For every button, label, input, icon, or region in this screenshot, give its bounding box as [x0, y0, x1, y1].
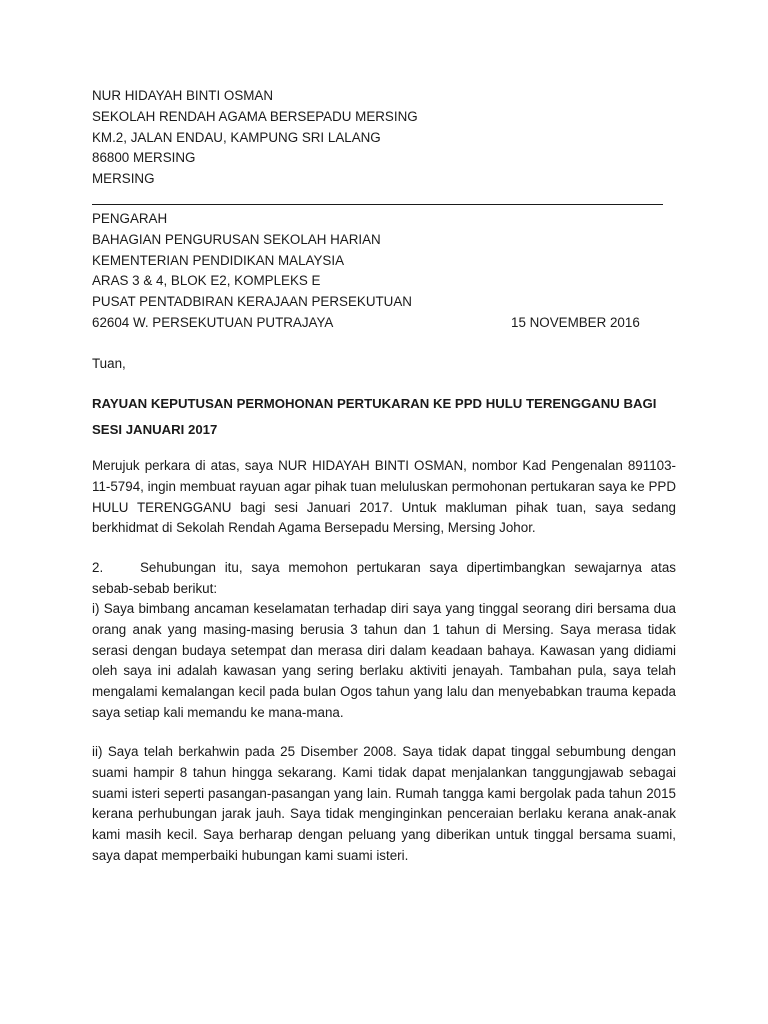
recipient-line-1: PENGARAH — [92, 211, 168, 226]
sender-address-line-3: MERSING — [92, 171, 155, 186]
paragraph-2 — [92, 558, 676, 600]
recipient-line-5: PUSAT PENTADBIRAN KERAJAAN PERSEKUTUAN — [92, 294, 412, 309]
recipient-line-4: ARAS 3 & 4, BLOK E2, KOMPLEKS E — [92, 273, 321, 288]
recipient-line-3: KEMENTERIAN PENDIDIKAN MALAYSIA — [92, 253, 344, 268]
paragraph-1: Merujuk perkara di atas, saya NUR HIDAYAH BINTI OSMAN, nombor Kad Pengenalan 891103-11-5794, ingin membuat rayuan agar pihak tuan meluluskan permohonan pertukaran saya ke PPD HULU TERENGGANU bagi sesi Januari 2017. Untuk makluman pihak tuan, saya sedang berkhidmat di Sekolah Rendah Agama Bersepadu Mersing, Mersing Johor. — [92, 458, 676, 536]
recipient-line-6: 62604 W. PERSEKUTUAN PUTRAJAYA — [92, 315, 334, 330]
sender-address-line-1: KM.2, JALAN ENDAU, KAMPUNG SRI LALANG — [92, 130, 381, 145]
reason-2: ii) Saya telah berkahwin pada 25 Disember 2008. Saya tidak dapat tinggal sebumbung dengan suami hampir 8 tahun hingga sekarang. Kami tidak dapat menjalankan tanggungjawab sebagai suami isteri seperti pasangan-pasangan yang lain. Rumah tangga kami bergolak pada tahun 2015 kerana perhubungan jarak jauh. Saya tidak menginginkan penceraian berlaku kerana anak-anak kami masih kecil. Saya berharap dengan peluang yang diberikan untuk tinggal bersama suami, saya dapat memperbaiki hubungan kami suami isteri. — [92, 744, 676, 863]
salutation: Tuan, — [92, 356, 126, 371]
letter-subject: RAYUAN KEPUTUSAN PERMOHONAN PERTUKARAN KE PPD HULU TERENGGANU BAGI SESI JANUARI 2017 — [92, 396, 657, 437]
sender-school: SEKOLAH RENDAH AGAMA BERSEPADU MERSING — [92, 109, 418, 124]
letter-date: 15 NOVEMBER 2016 — [511, 315, 640, 330]
recipient-line-2: BAHAGIAN PENGURUSAN SEKOLAH HARIAN — [92, 232, 381, 247]
paragraph-2-number: 2. — [92, 560, 104, 575]
paragraph-2-text: Sehubungan itu, saya memohon pertukaran saya dipertimbangkan sewajarnya atas sebab-sebab berikut: — [92, 560, 676, 596]
header-divider — [92, 204, 663, 205]
reason-1: i) Saya bimbang ancaman keselamatan terhadap diri saya yang tinggal seorang diri bersama dua orang anak yang masing-masing berusia 3 tahun dan 1 tahun di Mersing. Saya merasa tidak serasi dengan budaya setempat dan merasa diri dalam keadaan bahaya. Kawasan yang didiami oleh saya ini adalah kawasan yang sering berlaku aktiviti jenayah. Tambahan pula, saya telah mengalami kemalangan kecil pada bulan Ogos tahun yang lalu dan menyebabkan trauma kepada saya setiap kali memandu ke mana-mana. — [92, 601, 676, 720]
sender-address-line-2: 86800 MERSING — [92, 150, 196, 165]
sender-name: NUR HIDAYAH BINTI OSMAN — [92, 88, 274, 103]
